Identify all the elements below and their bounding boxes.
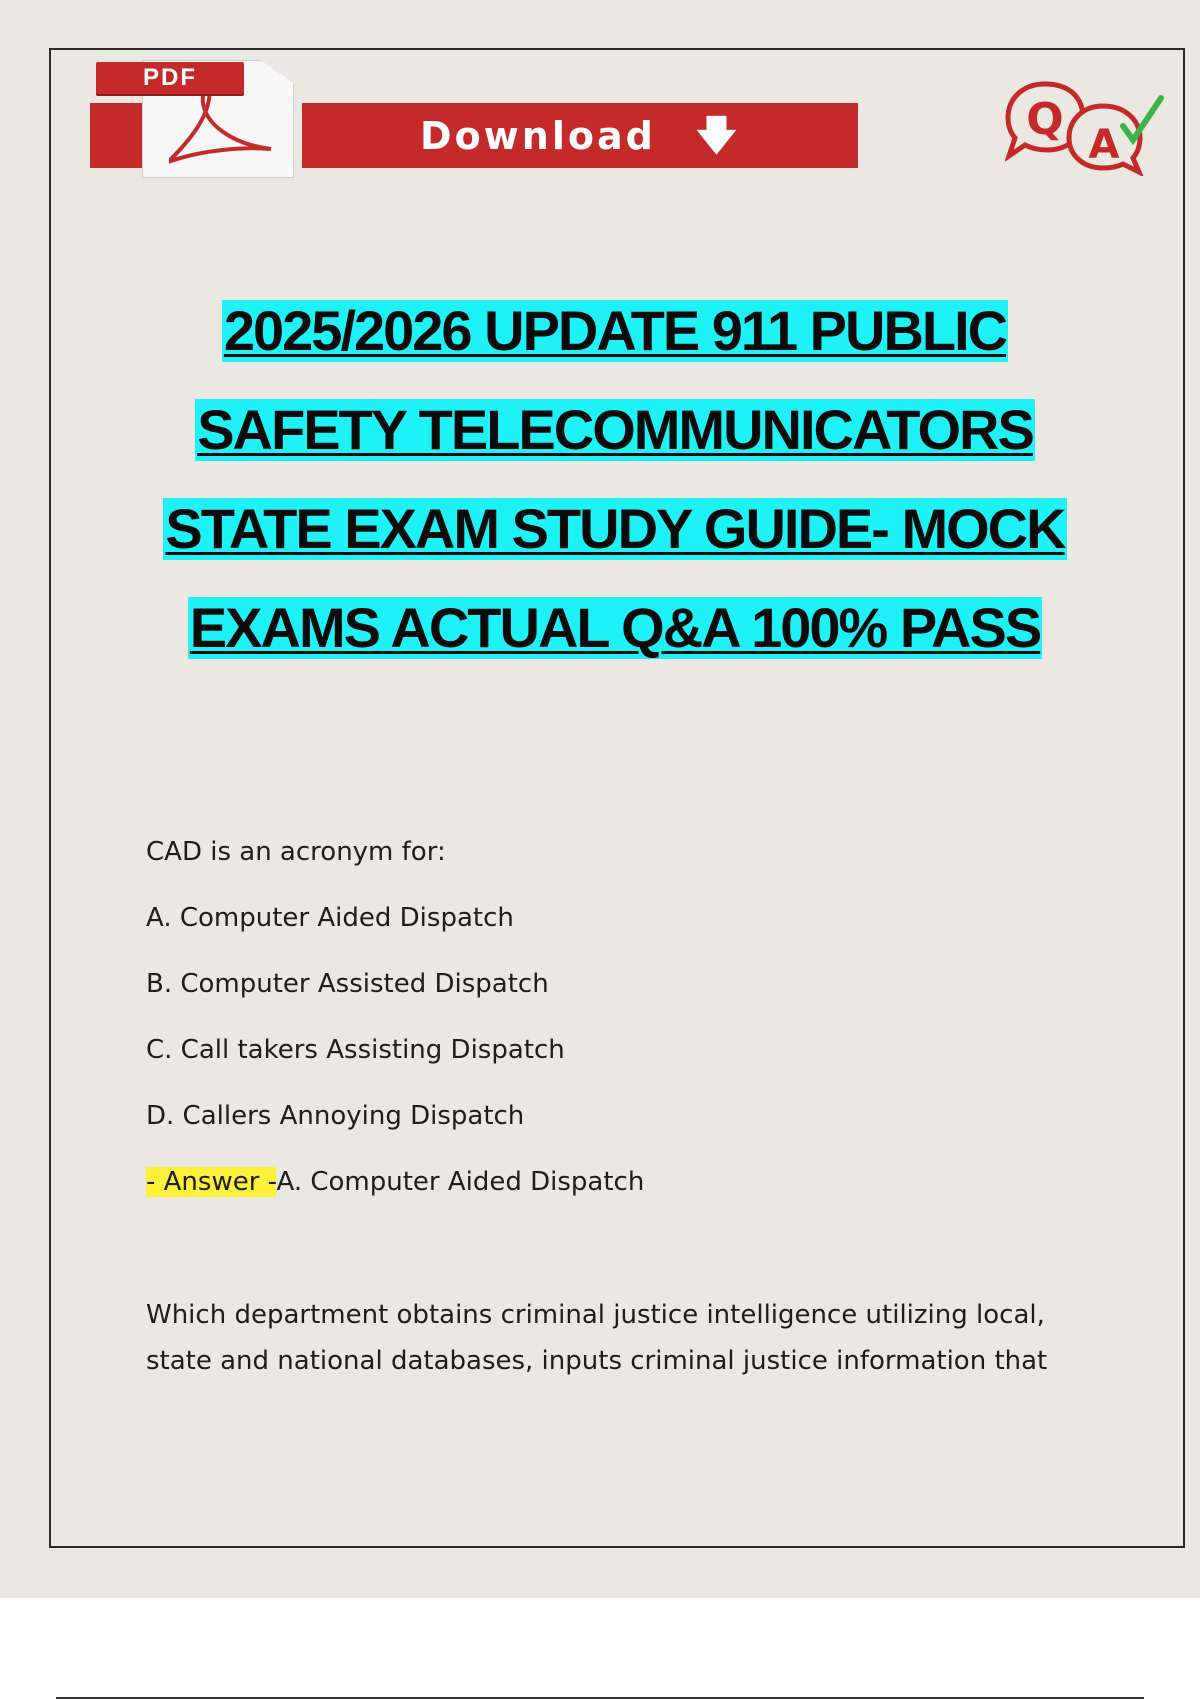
title-line: 2025/2026 UPDATE 911 PUBLIC: [223, 299, 1007, 362]
q-letter: Q: [1026, 94, 1064, 145]
title-line: STATE EXAM STUDY GUIDE- MOCK: [165, 497, 1065, 560]
footer-divider: [56, 1697, 1144, 1699]
answer-option-a: A. Computer Aided Dispatch: [146, 903, 514, 933]
answer-option-c: C. Call takers Assisting Dispatch: [146, 1035, 565, 1065]
answer-highlight-tag: - Answer -: [146, 1167, 277, 1197]
pdf-label-tab: PDF: [96, 62, 244, 94]
download-label: Download: [420, 113, 656, 158]
question-2-line: Which department obtains criminal justice intelligence utilizing local,: [146, 1300, 1045, 1330]
answer-text: A. Computer Aided Dispatch: [276, 1167, 645, 1197]
question-2-block: [146, 1292, 1096, 1384]
banner-left-bar: [90, 103, 145, 168]
correct-answer: [146, 1162, 1096, 1228]
title-line: EXAMS ACTUAL Q&A 100% PASS: [189, 596, 1041, 659]
download-arrow-icon: 🡇: [695, 112, 740, 159]
a-letter: A: [1088, 122, 1120, 168]
title-line: SAFETY TELECOMMUNICATORS: [197, 398, 1033, 461]
answer-option-d: D. Callers Annoying Dispatch: [146, 1101, 525, 1131]
question-block: [146, 832, 1096, 1228]
answer-option-b: B. Computer Assisted Dispatch: [146, 969, 549, 999]
acrobat-swirl-icon: [151, 89, 281, 169]
pdf-download-banner[interactable]: [90, 60, 860, 180]
qa-logo: [1005, 76, 1165, 176]
download-button[interactable]: [302, 103, 858, 168]
document-title: [110, 300, 1120, 696]
question-prompt: CAD is an acronym for:: [146, 837, 446, 867]
question-2-line: state and national databases, inputs criminal justice information that: [146, 1346, 1048, 1376]
